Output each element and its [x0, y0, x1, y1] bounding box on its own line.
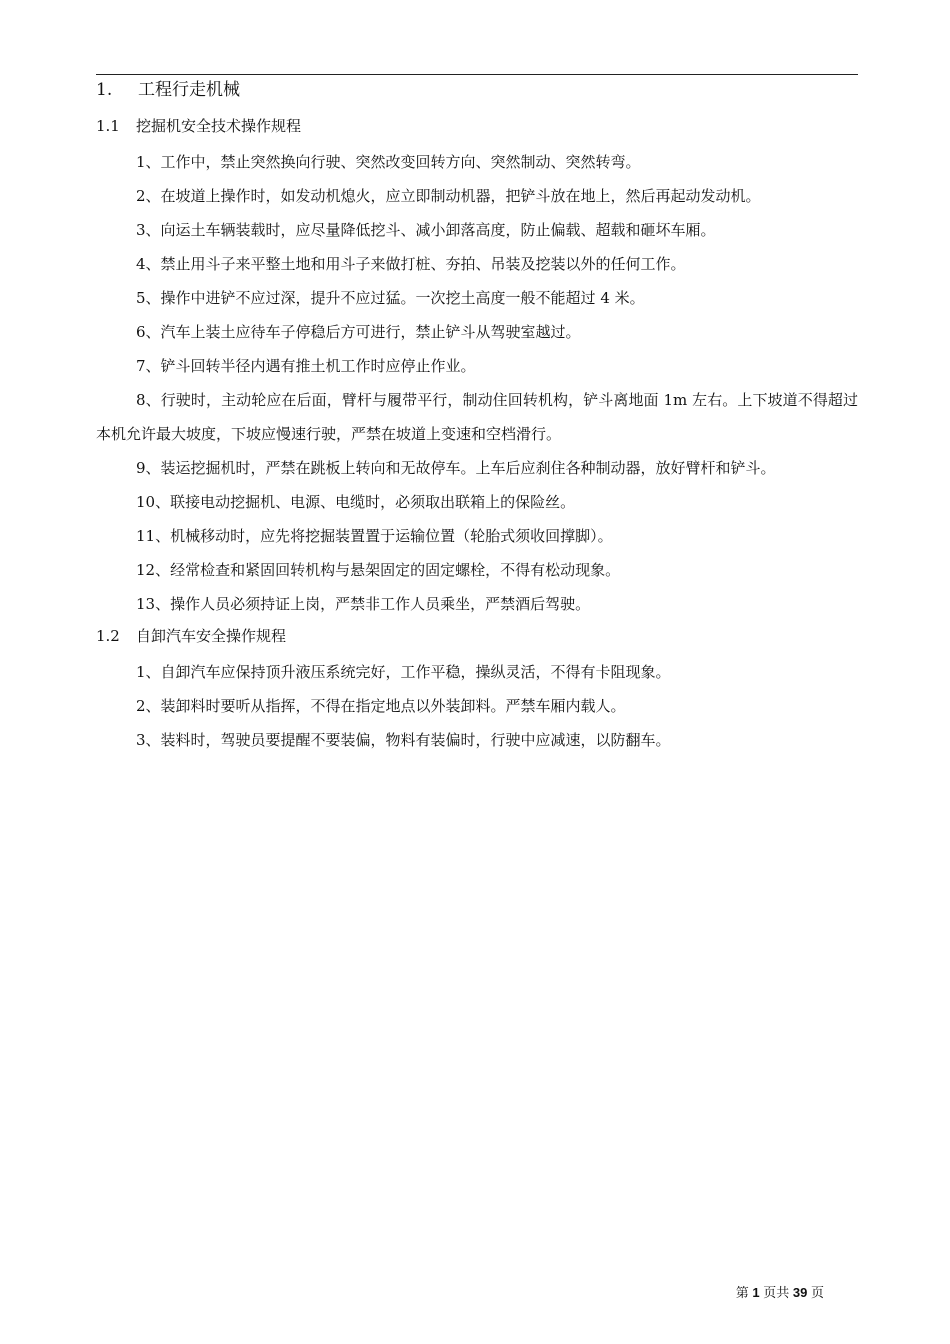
footer-prefix: 第 — [735, 1285, 749, 1300]
section-number: 1. — [96, 80, 113, 100]
rule-item: 6、汽车上装土应待车子停稳后方可进行，禁止铲斗从驾驶室越过。 — [136, 323, 581, 341]
rule-item: 5、操作中进铲不应过深，提升不应过猛。一次挖土高度一般不能超过 4 米。 — [136, 289, 645, 307]
rule-item: 12、经常检查和紧固回转机构与悬架固定的固定螺栓，不得有松动现象。 — [136, 561, 621, 579]
rule-item: 13、操作人员必须持证上岗，严禁非工作人员乘坐，严禁酒后驾驶。 — [136, 595, 591, 613]
section-title: 工程行走机械 — [138, 80, 240, 100]
footer-suffix: 页 — [810, 1285, 824, 1300]
rule-item: 8、行驶时，主动轮应在后面，臂杆与履带平行，制动住回转机构，铲斗离地面 1m 左右。上下坡道不得超过本机允许最大坡度，下坡应慢速行驶，严禁在坡道上变速和空档滑行。 — [96, 391, 858, 443]
subsection-title: 挖掘机安全技术操作规程 — [136, 117, 302, 135]
rule-item: 9、装运挖掘机时，严禁在跳板上转向和无故停车。上车后应刹住各种制动器，放好臂杆和铲斗。 — [136, 459, 776, 477]
subsection-heading-dump-truck — [96, 621, 858, 651]
footer-current-page: 1 — [752, 1285, 760, 1300]
rule-item: 7、铲斗回转半径内遇有推土机工作时应停止作业。 — [136, 357, 476, 375]
subsection-title: 自卸汽车安全操作规程 — [136, 627, 287, 645]
rule-item: 11、机械移动时，应先将挖掘装置置于运输位置（轮胎式须收回撑脚）。 — [136, 527, 613, 545]
rule-item: 1、工作中，禁止突然换向行驶、突然改变回转方向、突然制动、突然转弯。 — [136, 153, 641, 171]
section-heading — [96, 76, 858, 105]
rule-item: 4、禁止用斗子来平整土地和用斗子来做打桩、夯拍、吊装及挖装以外的任何工作。 — [136, 255, 686, 273]
rule-item: 2、在坡道上操作时，如发动机熄火，应立即制动机器，把铲斗放在地上，然后再起动发动机。 — [136, 187, 761, 205]
rule-item: 2、装卸料时要听从指挥，不得在指定地点以外装卸料。严禁车厢内载人。 — [136, 697, 626, 715]
subsection-number: 1.2 — [96, 627, 120, 645]
rule-item: 3、装料时，驾驶员要提醒不要装偏，物料有装偏时，行驶中应减速，以防翻车。 — [136, 731, 671, 749]
subsection-number: 1.1 — [96, 117, 120, 135]
subsection-heading-excavator — [96, 111, 858, 141]
rule-item: 10、联接电动挖掘机、电源、电缆时，必须取出联箱上的保险丝。 — [136, 493, 576, 511]
footer-total-pages: 39 — [792, 1285, 808, 1300]
footer-middle: 页共 — [763, 1285, 790, 1300]
rule-item: 1、自卸汽车应保持顶升液压系统完好，工作平稳，操纵灵活，不得有卡阻现象。 — [136, 663, 671, 681]
document-body — [96, 76, 858, 757]
page-footer — [736, 1284, 824, 1302]
rule-item: 3、向运土车辆装载时，应尽量降低挖斗、减小卸落高度，防止偏载、超载和砸坏车厢。 — [136, 221, 716, 239]
header-rule — [96, 74, 858, 75]
